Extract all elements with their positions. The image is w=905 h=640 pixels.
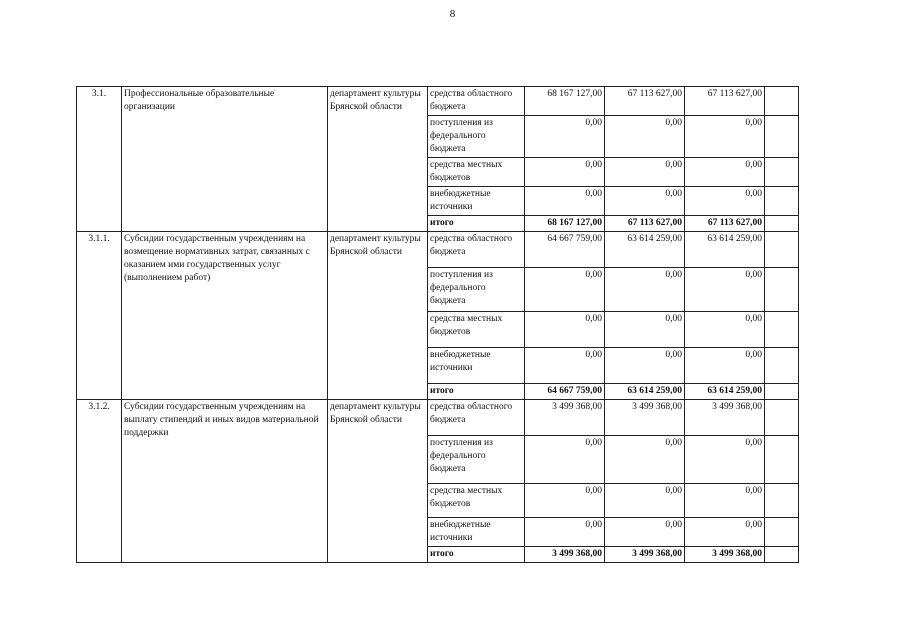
amount-cell: 0,00 — [685, 436, 765, 484]
empty-cell — [765, 547, 799, 563]
amount-cell: 63 614 259,00 — [605, 232, 685, 268]
amount-cell: 0,00 — [685, 158, 765, 187]
amount-cell: 0,00 — [685, 518, 765, 547]
empty-cell — [765, 436, 799, 484]
amount-cell: 0,00 — [525, 484, 605, 518]
total-label: итого — [428, 384, 525, 400]
total-amount: 3 499 368,00 — [685, 547, 765, 563]
amount-cell: 0,00 — [525, 116, 605, 158]
table-row — [77, 232, 799, 268]
total-amount: 64 667 759,00 — [525, 384, 605, 400]
amount-cell: 0,00 — [605, 436, 685, 484]
amount-cell: 0,00 — [525, 312, 605, 348]
section-name: Субсидии государственным учреждениям на выплату стипендий и иных видов материальной поддержки — [122, 400, 328, 563]
amount-cell: 0,00 — [605, 348, 685, 384]
funding-source: средства областного бюджета — [428, 400, 525, 436]
section-name: Профессиональные образовательные организации — [122, 87, 328, 232]
amount-cell: 0,00 — [685, 187, 765, 216]
amount-cell: 0,00 — [685, 312, 765, 348]
amount-cell: 67 113 627,00 — [685, 87, 765, 116]
amount-cell: 3 499 368,00 — [605, 400, 685, 436]
amount-cell: 0,00 — [525, 436, 605, 484]
section-name: Субсидии государственным учреждениям на возмещение нормативных затрат, связанных с оказанием ими государственных услуг (выполнением работ) — [122, 232, 328, 400]
section-code: 3.1. — [77, 87, 122, 232]
funding-source: поступления из федерального бюджета — [428, 268, 525, 312]
total-amount: 67 113 627,00 — [685, 216, 765, 232]
amount-cell: 0,00 — [685, 484, 765, 518]
empty-cell — [765, 187, 799, 216]
total-amount: 67 113 627,00 — [605, 216, 685, 232]
empty-cell — [765, 484, 799, 518]
amount-cell: 68 167 127,00 — [525, 87, 605, 116]
empty-cell — [765, 216, 799, 232]
amount-cell: 0,00 — [685, 348, 765, 384]
amount-cell: 0,00 — [605, 158, 685, 187]
empty-cell — [765, 116, 799, 158]
amount-cell: 0,00 — [685, 116, 765, 158]
amount-cell: 0,00 — [605, 116, 685, 158]
empty-cell — [765, 312, 799, 348]
funding-source: поступления из федерального бюджета — [428, 116, 525, 158]
amount-cell: 67 113 627,00 — [605, 87, 685, 116]
funding-source: внебюджетные источники — [428, 348, 525, 384]
amount-cell: 0,00 — [525, 348, 605, 384]
total-amount: 3 499 368,00 — [525, 547, 605, 563]
empty-cell — [765, 158, 799, 187]
amount-cell: 0,00 — [525, 187, 605, 216]
amount-cell: 0,00 — [605, 312, 685, 348]
section-code: 3.1.1. — [77, 232, 122, 400]
section-executor: департамент культуры Брянской области — [328, 400, 428, 563]
amount-cell: 0,00 — [605, 268, 685, 312]
section-executor: департамент культуры Брянской области — [328, 232, 428, 400]
funding-source: средства областного бюджета — [428, 87, 525, 116]
budget-table — [76, 86, 799, 563]
funding-source: внебюджетные источники — [428, 518, 525, 547]
page-number: 8 — [449, 8, 456, 20]
empty-cell — [765, 268, 799, 312]
empty-cell — [765, 384, 799, 400]
total-amount: 68 167 127,00 — [525, 216, 605, 232]
section-code: 3.1.2. — [77, 400, 122, 563]
funding-source: внебюджетные источники — [428, 187, 525, 216]
table-row — [77, 87, 799, 116]
amount-cell: 3 499 368,00 — [525, 400, 605, 436]
empty-cell — [765, 232, 799, 268]
amount-cell: 63 614 259,00 — [685, 232, 765, 268]
amount-cell: 0,00 — [525, 268, 605, 312]
amount-cell: 0,00 — [605, 187, 685, 216]
total-amount: 3 499 368,00 — [605, 547, 685, 563]
total-amount: 63 614 259,00 — [685, 384, 765, 400]
table-row — [77, 400, 799, 436]
funding-source: поступления из федерального бюджета — [428, 436, 525, 484]
section-executor: департамент культуры Брянской области — [328, 87, 428, 232]
amount-cell: 3 499 368,00 — [685, 400, 765, 436]
funding-source: средства областного бюджета — [428, 232, 525, 268]
funding-source: средства местных бюджетов — [428, 484, 525, 518]
amount-cell: 0,00 — [605, 518, 685, 547]
empty-cell — [765, 518, 799, 547]
funding-source: средства местных бюджетов — [428, 158, 525, 187]
amount-cell: 0,00 — [685, 268, 765, 312]
total-label: итого — [428, 547, 525, 563]
empty-cell — [765, 87, 799, 116]
amount-cell: 0,00 — [525, 158, 605, 187]
empty-cell — [765, 348, 799, 384]
amount-cell: 0,00 — [525, 518, 605, 547]
funding-source: средства местных бюджетов — [428, 312, 525, 348]
empty-cell — [765, 400, 799, 436]
total-label: итого — [428, 216, 525, 232]
amount-cell: 0,00 — [605, 484, 685, 518]
amount-cell: 64 667 759,00 — [525, 232, 605, 268]
total-amount: 63 614 259,00 — [605, 384, 685, 400]
